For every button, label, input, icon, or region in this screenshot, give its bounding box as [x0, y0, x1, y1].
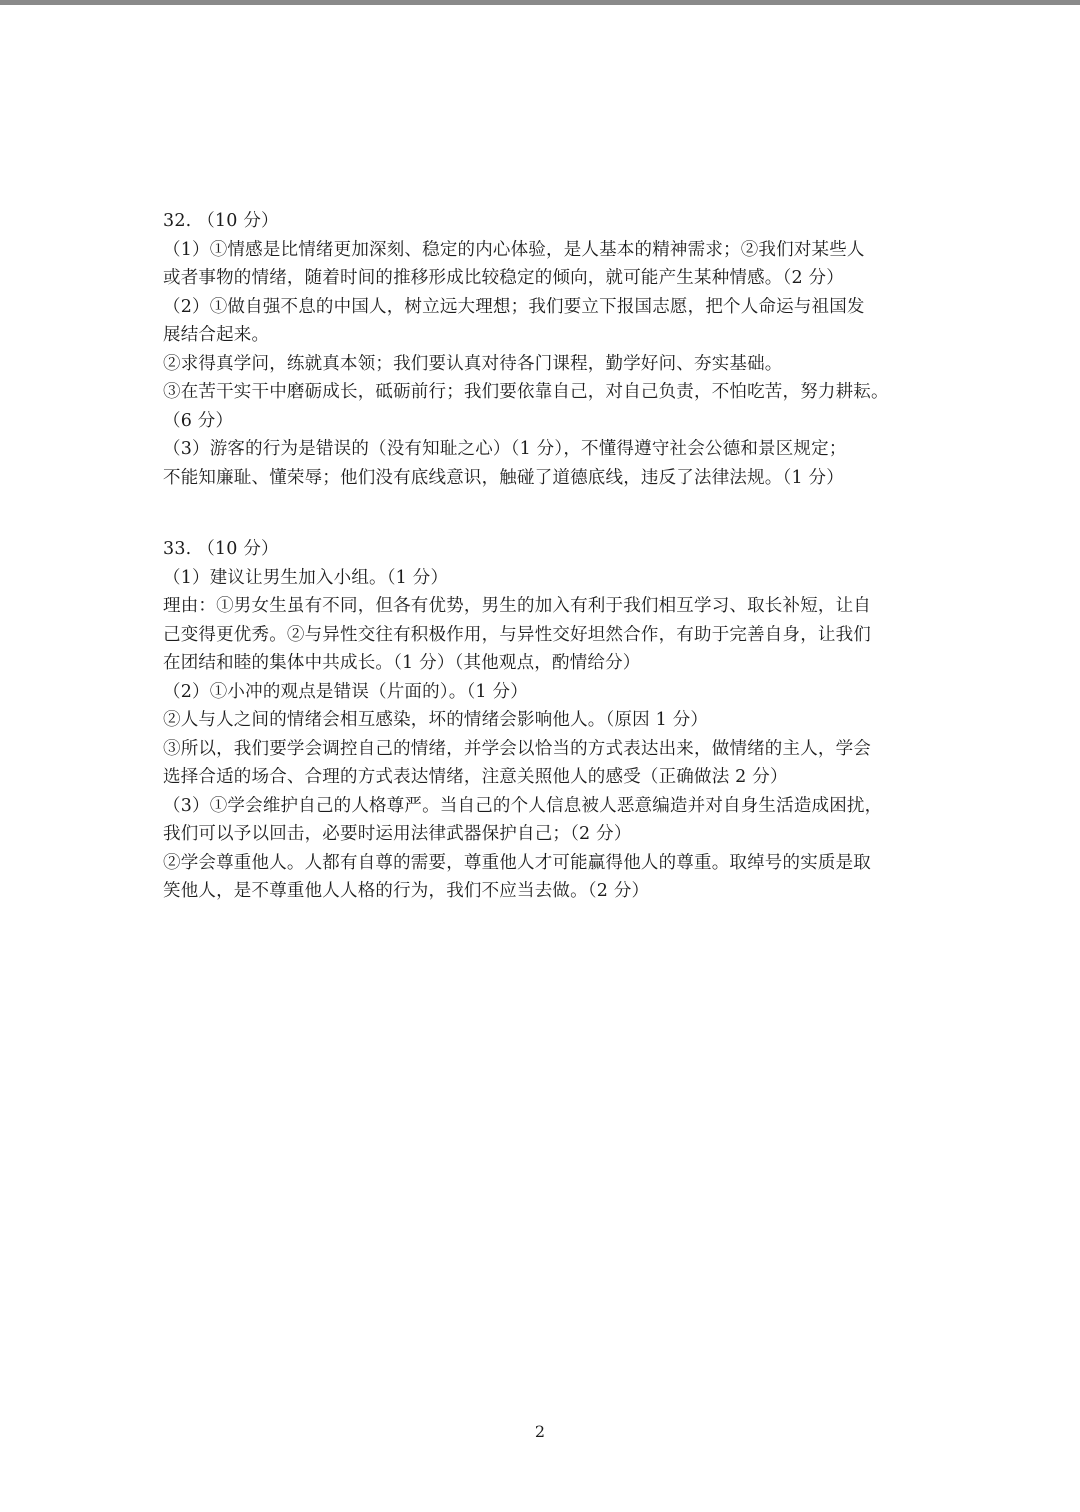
answer-line: ②求得真学问，练就真本领；我们要认真对待各门课程，勤学好问、夯实基础。 [163, 353, 783, 374]
answer-block-33 [163, 535, 923, 906]
answer-line: ②学会尊重他人。人都有自尊的需要，尊重他人才可能赢得他人的尊重。取绰号的实质是取 [163, 852, 871, 873]
answer-line: 展结合起来。 [163, 325, 270, 345]
answer-line: 理由：①男女生虽有不同，但各有优势，男生的加入有利于我们相互学习、取长补短，让自 [163, 596, 871, 616]
answer-line: 不能知廉耻、懂荣辱；他们没有底线意识，触碰了道德底线，违反了法律法规。（1 分） [163, 467, 844, 488]
answer-line: （1）①情感是比情绪更加深刻、稳定的内心体验，是人基本的精神需求；②我们对某些人 [163, 239, 865, 260]
answer-line: 在团结和睦的集体中共成长。（1 分）（其他观点，酌情给分） [163, 653, 641, 673]
answer-line: （6 分） [163, 410, 234, 431]
answer-line: （1）建议让男生加入小组。（1 分） [163, 567, 449, 588]
question-heading: 33. （10 分） [163, 539, 279, 559]
answer-line: 选择合适的场合、合理的方式表达情绪，注意关照他人的感受（正确做法 2 分） [163, 767, 788, 787]
answer-line: ③所以，我们要学会调控自己的情绪，并学会以恰当的方式表达出来，做情绪的主人，学会 [163, 738, 871, 759]
answer-line: ②人与人之间的情绪会相互感染，坏的情绪会影响他人。（原因 1 分） [163, 710, 709, 730]
answer-block-32 [163, 207, 923, 492]
answer-line: ③在苦干实干中磨砺成长，砥砺前行；我们要依靠自己，对自己负责，不怕吃苦，努力耕耘。 [163, 382, 889, 402]
answer-line: 或者事物的情绪，随着时间的推移形成比较稳定的倾向，就可能产生某种情感。（2 分） [163, 268, 844, 288]
answer-line: （3）游客的行为是错误的（没有知耻之心）（1 分），不懂得遵守社会公德和景区规定； [163, 439, 847, 459]
answer-line: （2）①做自强不息的中国人，树立远大理想；我们要立下报国志愿，把个人命运与祖国发 [163, 296, 865, 317]
answer-line: （3）①学会维护自己的人格尊严。当自己的个人信息被人恶意编造并对自身生活造成困扰， [163, 795, 883, 816]
question-heading: 32. （10 分） [163, 211, 279, 231]
answer-line: 我们可以予以回击，必要时运用法律武器保护自己；（2 分） [163, 824, 632, 844]
answer-line: 笑他人，是不尊重他人人格的行为，我们不应当去做。（2 分） [163, 881, 650, 901]
answer-line: （2）①小冲的观点是错误（片面的）。（1 分） [163, 681, 528, 702]
page-number: 2 [534, 1422, 546, 1441]
answer-line: 己变得更优秀。②与异性交往有积极作用，与异性交好坦然合作，有助于完善自身，让我们 [163, 624, 871, 645]
